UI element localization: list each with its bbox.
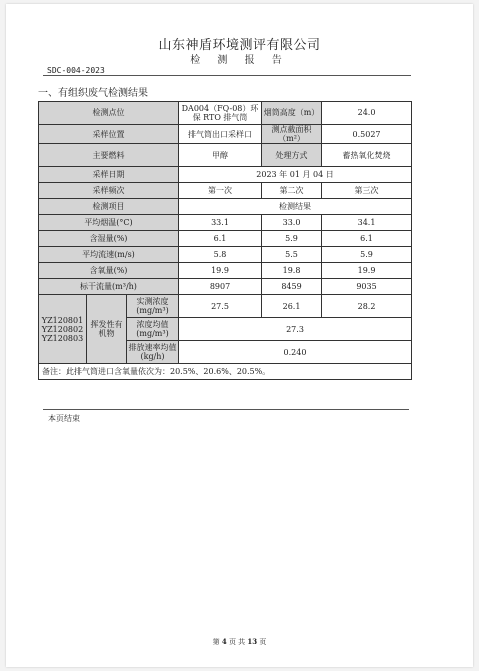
param-value: 33.1 <box>179 215 262 231</box>
total-prefix: 共 <box>238 638 246 646</box>
current-page: 4 <box>221 637 227 646</box>
table-row <box>39 231 412 247</box>
section-area-label: 测点截面积（m²） <box>262 125 322 144</box>
param-value: 34.1 <box>322 215 412 231</box>
section-area-value: 0.5027 <box>322 125 412 144</box>
param-name: 平均流速(m/s) <box>39 247 179 263</box>
report-subtitle: 检 测 报 告 <box>190 55 289 66</box>
document-number: SDC-004-2023 <box>47 66 105 75</box>
stack-height-value: 24.0 <box>322 102 412 125</box>
param-value: 8907 <box>179 279 262 295</box>
pollutant-name: 挥发性有机物 <box>87 295 127 364</box>
sampling-position-value: 排气筒出口采样口 <box>179 125 262 144</box>
table-row <box>39 364 412 380</box>
param-value: 8459 <box>262 279 322 295</box>
param-name: 平均烟温(°C) <box>39 215 179 231</box>
sampling-date-label: 采样日期 <box>39 167 179 183</box>
total-suffix: 页 <box>259 638 267 646</box>
treatment-value: 蓄热氧化焚烧 <box>322 144 412 167</box>
sample-id: YZ120801 <box>41 315 84 325</box>
sampling-date-value: 2023 年 01 月 04 日 <box>179 167 412 183</box>
page-number <box>0 637 479 647</box>
sample-ids <box>39 295 87 364</box>
stack-height-label: 烟筒高度（m） <box>262 102 322 125</box>
measured-conc-value: 26.1 <box>262 295 322 318</box>
measured-conc-value: 28.2 <box>322 295 412 318</box>
table-row <box>39 102 412 125</box>
param-value: 6.1 <box>179 231 262 247</box>
param-value: 19.9 <box>322 263 412 279</box>
param-value: 5.8 <box>179 247 262 263</box>
sampling-position-label: 采样位置 <box>39 125 179 144</box>
exhaust-gas-results-table <box>38 101 412 380</box>
table-row <box>39 279 412 295</box>
footer-divider <box>43 409 409 410</box>
fuel-label: 主要燃料 <box>39 144 179 167</box>
table-row <box>39 199 412 215</box>
param-value: 6.1 <box>322 231 412 247</box>
section-title: 一、有组织废气检测结果 <box>38 88 148 99</box>
param-value: 9035 <box>322 279 412 295</box>
sample-id: YZ120803 <box>41 333 84 343</box>
table-row <box>39 167 412 183</box>
table-row <box>39 144 412 167</box>
frequency-second: 第二次 <box>262 183 322 199</box>
param-value: 5.9 <box>322 247 412 263</box>
sample-id: YZ120802 <box>41 324 84 334</box>
fuel-value: 甲醇 <box>179 144 262 167</box>
page-prefix: 第 <box>212 638 220 646</box>
avg-conc-label: 浓度均值(mg/m³) <box>127 318 179 341</box>
end-of-page-note: 本页结束 <box>48 414 80 423</box>
table-row <box>39 263 412 279</box>
param-value: 33.0 <box>262 215 322 231</box>
sampling-frequency-label: 采样频次 <box>39 183 179 199</box>
point-value: DA004（FQ-08）环保 RTO 排气筒 <box>179 102 262 125</box>
frequency-third: 第三次 <box>322 183 412 199</box>
table-row <box>39 247 412 263</box>
table-row <box>39 295 412 318</box>
remark: 备注：此排气筒进口含氧量依次为：20.5%、20.6%、20.5%。 <box>39 364 412 380</box>
measured-conc-value: 27.5 <box>179 295 262 318</box>
point-label: 检测点位 <box>39 102 179 125</box>
param-name: 含湿量(%) <box>39 231 179 247</box>
page-suffix: 页 <box>228 638 236 646</box>
company-name: 山东神盾环境测评有限公司 <box>158 38 321 53</box>
header-divider <box>43 75 411 76</box>
table-row <box>39 183 412 199</box>
param-value: 19.9 <box>179 263 262 279</box>
frequency-first: 第一次 <box>179 183 262 199</box>
treatment-label: 处理方式 <box>262 144 322 167</box>
param-value: 5.5 <box>262 247 322 263</box>
table-row <box>39 125 412 144</box>
emission-rate-label: 排放速率均值(kg/h) <box>127 341 179 364</box>
param-value: 5.9 <box>262 231 322 247</box>
test-item-label: 检测项目 <box>39 199 179 215</box>
table-row <box>39 215 412 231</box>
param-name: 含氧量(%) <box>39 263 179 279</box>
emission-rate-value: 0.240 <box>179 341 412 364</box>
test-result-label: 检测结果 <box>179 199 412 215</box>
measured-conc-label: 实测浓度(mg/m³) <box>127 295 179 318</box>
param-value: 19.8 <box>262 263 322 279</box>
total-pages: 13 <box>247 637 258 646</box>
avg-conc-value: 27.3 <box>179 318 412 341</box>
param-name: 标干流量(m³/h) <box>39 279 179 295</box>
